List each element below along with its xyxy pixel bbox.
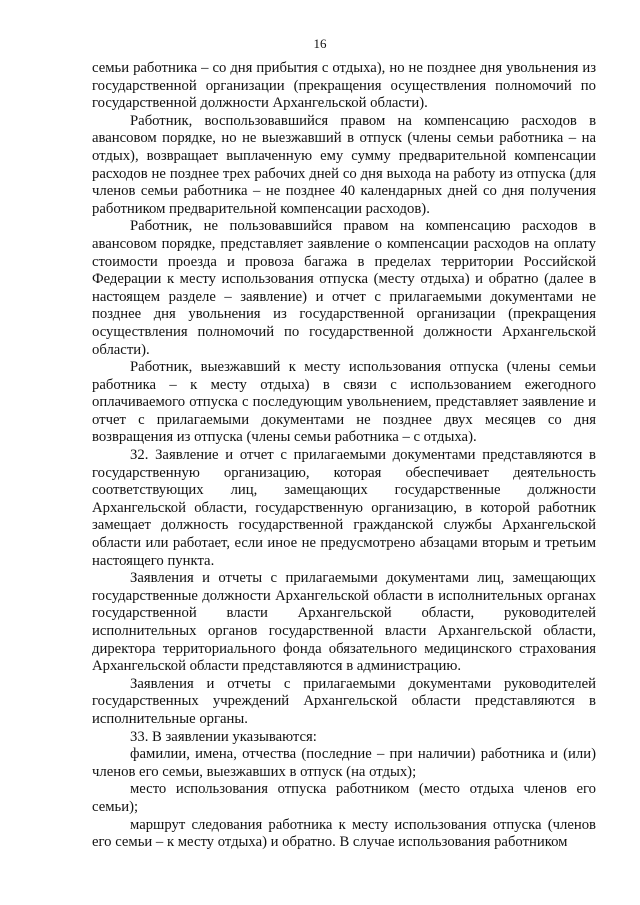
page-number: 16: [313, 36, 327, 51]
paragraph: Работник, не пользовавшийся правом на компенсацию расходов в авансовом порядке, представляет заявление о компенсации расходов на оплату стоимости проезда и провоза багажа в пределах территории Российской Федерации к месту использования отпуска (месту отдыха) и обратно (далее в настоящем разделе – заявление) и отчет с прилагаемыми документами не позднее дня увольнения из государственной организации (прекращения осуществления полномочий по государственной должности Архангельской области).: [92, 218, 596, 358]
paragraph-item-32: 32. Заявление и отчет с прилагаемыми документами представляются в государственную организацию, которая обеспечивает деятельность соответствующих лиц, замещающих государственные должности Архангельской области, государственную организацию, в которой работник замещает должность государственной гражданской службы Архангельской области или работает, если иное не предусмотрено абзацами вторым и третьим настоящего пункта.: [92, 447, 596, 569]
paragraph: Работник, воспользовавшийся правом на компенсацию расходов в авансовом порядке, но не выезжавший в отпуск (члены семьи работника – на отдых), возвращает выплаченную ему сумму предварительной компенсации расходов не позднее трех рабочих дней со дня выхода на работу из отпуска (для членов семьи работника – не позднее 40 календарных дней со дня получения работником предварительной компенсации расходов).: [92, 112, 596, 217]
paragraph: место использования отпуска работником (место отдыха членов его семьи);: [92, 781, 596, 815]
body-text: [92, 60, 596, 852]
paragraph: Работник, выезжавший к месту использования отпуска (члены семьи работника – к месту отдыха) в связи с использованием ежегодного оплачиваемого отпуска с последующим увольнением, представляет заявление и отчет с прилагаемыми документами не позднее двух месяцев со дня возвращения из отпуска (члены семьи работника – с отдыха).: [92, 359, 596, 446]
paragraph-item-33: 33. В заявлении указываются:: [130, 728, 317, 745]
paragraph: фамилии, имена, отчества (последние – при наличии) работника и (или) членов его семьи, выезжавших в отпуск (на отдых);: [92, 746, 596, 780]
paragraph: маршрут следования работника к месту использования отпуска (членов его семьи – к месту отдыха) и обратно. В случае использования работником: [92, 816, 596, 851]
paragraph: Заявления и отчеты с прилагаемыми документами лиц, замещающих государственные должности Архангельской области в исполнительных органах государственной власти Архангельской области, руководителей исполнительных органов государственной власти Архангельской области, директора территориального фонда обязательного медицинского страхования Архангельской области представляются в администрацию.: [92, 570, 596, 675]
paragraph: Заявления и отчеты с прилагаемыми документами руководителей государственных учреждений Архангельской области представляются в исполнительные органы.: [92, 675, 596, 727]
paragraph-continuation: семьи работника – со дня прибытия с отдыха), но не позднее дня увольнения из государственной организации (прекращения осуществления полномочий по государственной должности Архангельской области).: [92, 60, 596, 112]
